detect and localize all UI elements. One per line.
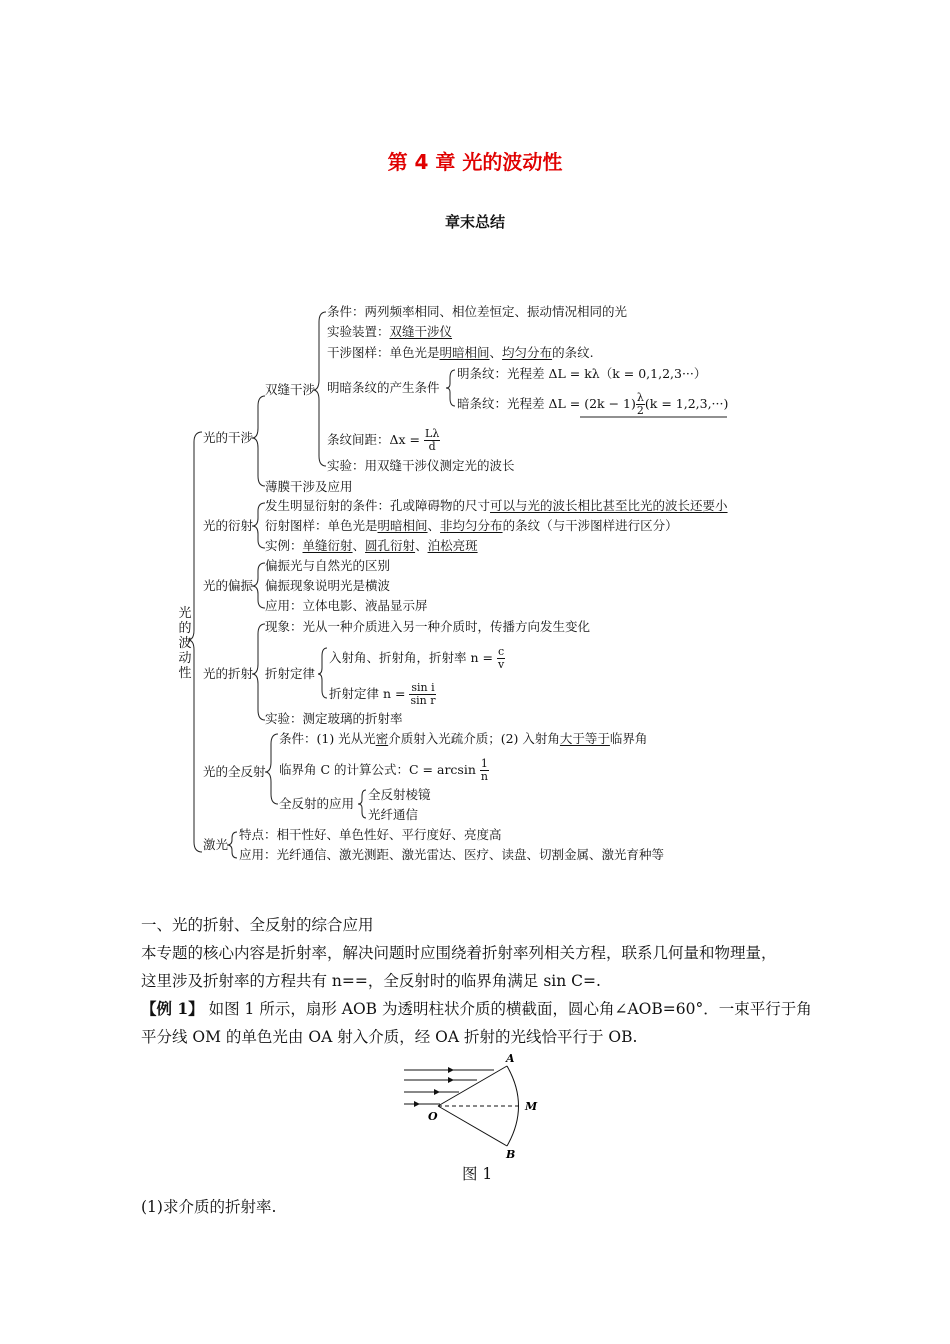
example-tag: 【例 1】 xyxy=(141,999,204,1018)
polarization-label: 光的偏振 xyxy=(203,578,254,593)
diffraction-brace xyxy=(252,503,265,548)
chapter-title: 第 4 章 光的波动性 xyxy=(387,150,563,174)
interference-label: 光的干涉 xyxy=(203,430,254,445)
refraction-law2: 折射定律 n = $\frac{\text{sin i}}{\text{sin r}}$ xyxy=(329,681,436,707)
thin-film-interference: 薄膜干涉及应用 xyxy=(265,479,353,494)
mindmap-root: 光的波动性 xyxy=(178,606,192,681)
fringe-spacing: 条纹间距：Δx = $\frac{L\lambda}{d}$ xyxy=(327,427,440,453)
refraction-law1: 入射角、折射角，折射率 n = $\frac{c}{v}$ xyxy=(329,645,505,671)
ray-arrows xyxy=(414,1067,454,1107)
section-paragraph-line2: 这里涉及折射率的方程共有 n==，全反射时的临界角满足 sin C=. xyxy=(141,972,601,990)
refraction-law-label: 折射定律 xyxy=(265,666,316,681)
interference-brace xyxy=(252,396,265,486)
double-slit-condition: 条件：两列频率相同、相位差恒定、振动情况相同的光 xyxy=(327,304,628,319)
total-reflection-app2: 光纤通信 xyxy=(368,807,419,822)
polarization-brace xyxy=(252,563,265,608)
diffraction-pattern: 衍射图样：单色光是明暗相间、非均匀分布的条纹（与干涉图样进行区分） xyxy=(265,518,678,533)
refraction-brace xyxy=(252,624,265,720)
diffraction-condition: 发生明显衍射的条件：孔或障碍物的尺寸可以与光的波长相比甚至比光的波长还要小 xyxy=(265,498,728,513)
figure-sector-diagram xyxy=(398,1052,558,1162)
section-heading: 一、光的折射、全反射的综合应用 xyxy=(141,916,374,934)
refraction-experiment: 实验：测定玻璃的折射率 xyxy=(265,711,403,726)
example-line2: 平分线 OM 的单色光由 OA 射入介质，经 OA 折射的光线恰平行于 OB. xyxy=(141,1028,638,1046)
bright-fringe: 明条纹：光程差 ΔL = kλ（k = 0,1,2,3···） xyxy=(457,366,707,381)
label-m: M xyxy=(525,1100,538,1113)
laser-brace xyxy=(227,832,237,858)
figure-caption: 图 1 xyxy=(462,1165,493,1183)
diffraction-label: 光的衍射 xyxy=(203,518,254,533)
total-reflection-app1: 全反射棱镜 xyxy=(368,787,431,802)
double-slit-label: 双缝干涉 xyxy=(265,382,316,397)
total-reflection-condition: 条件：(1) 光从光密介质射入光疏介质；(2) 入射角大于等于临界角 xyxy=(279,731,648,746)
refraction-label: 光的折射 xyxy=(203,666,254,681)
total-reflection-brace xyxy=(265,734,278,804)
question-1: (1)求介质的折射率. xyxy=(141,1198,277,1216)
application-brace xyxy=(358,790,366,818)
dark-fringe: 暗条纹：光程差 ΔL = (2k − 1) $\frac{\lambda}{2}$ (k = 1,2,3,···) xyxy=(457,391,729,417)
example-line1: 【例 1】 如图 1 所示，扇形 AOB 为透明柱状介质的横截面，圆心角∠AOB=60°．一束平行于角 xyxy=(141,999,812,1018)
laser-applications: 应用：光纤通信、激光测距、激光雷达、医疗、读盘、切割金属、激光育种等 xyxy=(239,847,665,862)
laser-features: 特点：相干性好、单色性好、平行度好、亮度高 xyxy=(239,827,502,842)
label-o: O xyxy=(428,1110,438,1123)
polarization-item3: 应用：立体电影、液晶显示屏 xyxy=(265,598,428,613)
total-reflection-label: 光的全反射 xyxy=(203,764,266,779)
label-a: A xyxy=(506,1052,515,1065)
radius-ob xyxy=(438,1106,507,1146)
laser-label: 激光 xyxy=(203,837,229,852)
section-subtitle: 章末总结 xyxy=(444,213,505,231)
diffraction-examples: 实例：单缝衍射、圆孔衍射、泊松亮斑 xyxy=(265,538,478,553)
cause-brace xyxy=(446,370,455,406)
label-b: B xyxy=(506,1148,516,1161)
polarization-item2: 偏振现象说明光是横波 xyxy=(265,578,391,593)
polarization-item1: 偏振光与自然光的区别 xyxy=(265,558,391,573)
double-slit-device: 实验装置：双缝干涉仪 xyxy=(327,324,453,339)
total-reflection-app-label: 全反射的应用 xyxy=(279,796,355,811)
refraction-phenomenon: 现象：光从一种介质进入另一种介质时，传播方向发生变化 xyxy=(265,619,591,634)
double-slit-experiment: 实验：用双缝干涉仪测定光的波长 xyxy=(327,458,515,473)
double-slit-pattern: 干涉图样：单色光是明暗相间、均匀分布的条纹. xyxy=(327,345,594,360)
law-brace xyxy=(318,648,327,698)
critical-angle-formula: 临界角 C 的计算公式：C = arcsin $\frac{1}{n}$ xyxy=(279,757,488,783)
fringe-cause-label: 明暗条纹的产生条件 xyxy=(327,380,440,395)
section-paragraph-line1: 本专题的核心内容是折射率，解决问题时应围绕着折射率列相关方程，联系几何量和物理量， xyxy=(141,944,777,962)
